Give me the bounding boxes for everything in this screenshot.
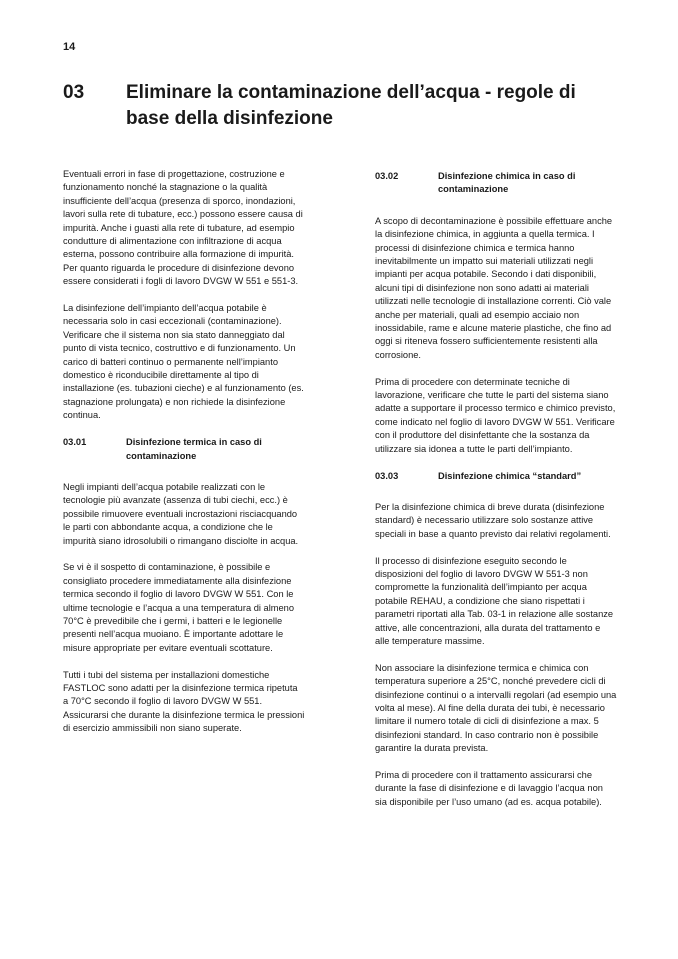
intro-paragraph: La disinfezione dell’impianto dell’acqua potabile è necessaria solo in casi eccezionali (contaminazione). Verificare che il sistema non sia stato danneggiato dal punto di vista tecnico, costruttivo e di funzionamento. Un carico di batteri continuo o permanente nell’impianto domestico è riconducibile direttamente al tipo di installazione (es. tubazioni cieche) e al funzionamento (es. stagnazione prolungata) e non richiede la disinfezione continua.	[63, 303, 304, 421]
section-title: Disinfezione chimica “standard”	[438, 470, 582, 481]
section-heading-0303	[375, 470, 617, 483]
section-number: 03.03	[375, 470, 399, 481]
section-number: 03.01	[63, 437, 87, 448]
chapter-number: 03	[63, 82, 85, 103]
section-paragraph: Non associare la disinfezione termica e chimica con temperatura superiore a 25°C, nonché prevedere cicli di disinfezione continui o a intervalli regolari (ad esempio una volta al mese). Al fine della durata dei tubi, è necessario limitare il numero totale di cicli di disinfezione a max. 5 disinfezioni standard. In caso contrario non è possibile garantire la durata prevista.	[375, 662, 617, 754]
right-column	[375, 170, 617, 823]
chapter-title: Eliminare la contaminazione dell’acqua - regole di base della disinfezione	[126, 82, 576, 129]
section-title: Disinfezione chimica in caso di contaminazione	[438, 171, 576, 195]
section-heading-0301	[63, 436, 305, 463]
section-paragraph: A scopo di decontaminazione è possibile effettuare anche la disinfezione chimica, in aggiunta a quella termica. I processi di disinfezione chimica e termica hanno inevitabilmente un impatto sui materiali utilizzati negli impianti per acqua potabile. Secondo i dati disponibili, alcuni tipi di disinfezione non sono adatti ai materiali utilizzati nelle tecnologie di installazione correnti. Ciò vale anche per materiali, quali ad esempio acciaio non inossidabile, rame e alcune materie plastiche, che fino ad oggi si riteneva fossero sufficientemente resistenti alla corrosione.	[375, 215, 613, 360]
page-number: 14	[63, 41, 76, 53]
section-paragraph: Tutti i tubi del sistema per installazioni domestiche FASTLOC sono adatti per la disinfezione termica ripetuta a 70°C secondo il foglio di lavoro DVGW W 551. Assicurarsi che durante la disinfezione termica le pressioni di esercizio ammissibili non siano superate.	[63, 669, 305, 734]
section-paragraph: Prima di procedere con determinate tecniche di lavorazione, verificare che tutte le parti del sistema siano adatte a supportare il processo termico e chimico previsto, come indicato nel foglio di lavoro DVGW W 551. Verificare con il produttore del disinfettante che la sostanza da utilizzare sia idonea a tutte le parti dell’impianto.	[375, 376, 616, 454]
section-paragraph: Il processo di disinfezione eseguito secondo le disposizioni del foglio di lavoro DVGW W 551-3 non compromette la funzionalità dell’impianto per acqua potabile REHAU, a condizione che siano rispettati i parametri riportati alla Tab. 03-1 in relazione alle sostanze attive, alle concentrazioni, alla durata del trattamento e alle temperature massime.	[375, 555, 614, 646]
section-heading-0302	[375, 170, 617, 197]
section-paragraph: Prima di procedere con il trattamento assicurarsi che durante la fase di disinfezione e di lavaggio l’acqua non sia disponibile per l’uso umano (ad es. acqua potabile).	[375, 769, 603, 807]
section-paragraph: Negli impianti dell’acqua potabile realizzati con le tecnologie più avanzate (assenza di tubi ciechi, ecc.) è possibile rimuovere eventuali incrostazioni risciacquando le parti con abbondante acqua, a condizione che le impurità siano idrosolubili o rimangano disciolte in acqua.	[63, 481, 299, 546]
intro-paragraph: Per quanto riguarda le procedure di disinfezione devono essere considerati i fogli di lavoro DVGW W 551 e 551-3.	[63, 262, 299, 287]
left-column	[63, 168, 305, 749]
section-title: Disinfezione termica in caso di contaminazione	[126, 437, 262, 461]
section-paragraph: Se vi è il sospetto di contaminazione, è possibile e consigliato procedere immediatamente alla disinfezione termica secondo il foglio di lavoro DVGW W 551. Con le ultime tecnologie e l’acqua a una temperatura di almeno 70°C è prevedibile che i germi, i batteri e le legionelle presenti nell’acqua muoiano. È importante adottare le misure appropriate per evitare eventuali scottature.	[63, 562, 295, 653]
intro-paragraph: Eventuali errori in fase di progettazione, costruzione e funzionamento nonché la stagnazione o la qualità insufficiente dell’acqua (presenza di sporco, inondazioni, lavori sulla rete di tubature, ecc.) possono essere causa di impurità. Anche i guasti alla rete di tubature, ad esempio condutture di alimentazione con infiltrazione di acqua esterna, possono contribuire alla formazione di impurità.	[63, 169, 303, 260]
chapter-heading	[63, 80, 623, 132]
section-paragraph: Per la disinfezione chimica di breve durata (disinfezione standard) è necessario utilizzare solo sostanze attive speciali in base a quanto previsto dai relativi regolamenti.	[375, 501, 611, 539]
section-number: 03.02	[375, 171, 399, 181]
